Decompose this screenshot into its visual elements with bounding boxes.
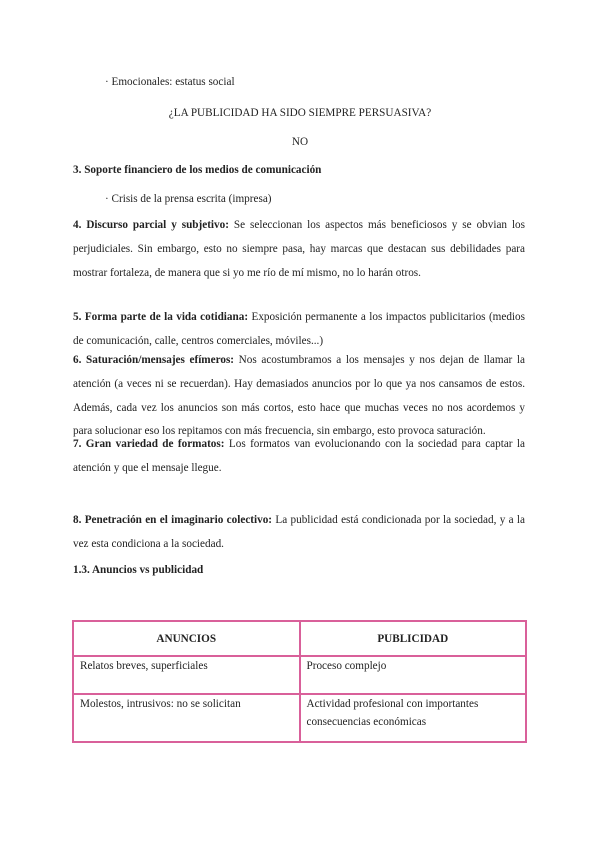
answer-no: NO (291, 136, 309, 148)
paragraph-5-text: Exposición permanente a los impactos publicitarios (medios de comunicación, calle, centros comerciales, móviles...) (73, 311, 525, 347)
paragraph-8 (73, 509, 525, 557)
paragraph-4-text: Se seleccionan los aspectos más beneficiosos y se obvian los perjudiciales. Sin embargo, esto no siempre pasa, hay marcas que destacan sus debilidades para mostrar fortaleza, de manera que si yo me río de mí mismo, no lo harán otros. (73, 219, 526, 279)
paragraph-6-title: 6. Saturación/mensajes efímeros: (73, 354, 235, 366)
paragraph-7 (73, 433, 525, 481)
table-row (73, 694, 526, 742)
paragraph-6-text: Nos acostumbramos a los mensajes y nos dejan de llamar la atención (a veces ni se recuerdan). Hay demasiados anuncios por lo que ya nos cansamos de estos. Además, cada vez los anuncios son más cortos, esto hace que muchas veces no nos acordemos y para solucionar eso los repitamos con más frecuencia, sin embargo, esto provoca saturación. (73, 354, 526, 438)
table-cell: Relatos breves, superficiales (73, 656, 300, 694)
paragraph-6 (73, 349, 525, 444)
crisis-line: · Crisis de la prensa escrita (impresa) (105, 193, 272, 205)
paragraph-4-title: 4. Discurso parcial y subjetivo: (73, 219, 229, 231)
emocionales-line: · Emocionales: estatus social (105, 76, 235, 88)
table-cell: Molestos, intrusivos: no se solicitan (73, 694, 300, 742)
header-anuncios: ANUNCIOS (73, 621, 300, 656)
paragraph-7-title: 7. Gran variedad de formatos: (73, 438, 225, 450)
section-heading: 1.3. Anuncios vs publicidad (73, 564, 204, 576)
table-cell: Actividad profesional con importantes consecuencias económicas (300, 694, 527, 742)
paragraph-5-title: 5. Forma parte de la vida cotidiana: (73, 311, 249, 323)
question-heading: ¿LA PUBLICIDAD HA SIDO SIEMPRE PERSUASIVA? (168, 107, 432, 119)
paragraph-8-text: La publicidad está condicionada por la sociedad, y a la vez esta condiciona a la sociedad. (73, 514, 525, 550)
paragraph-5 (73, 306, 525, 354)
soporte-heading: 3. Soporte financiero de los medios de comunicación (73, 164, 322, 176)
table-cell: Proceso complejo (300, 656, 527, 694)
paragraph-4 (73, 214, 525, 285)
table-row (73, 656, 526, 694)
paragraph-7-text: Los formatos van evolucionando con la sociedad para captar la atención y que el mensaje llegue. (73, 438, 525, 474)
header-publicidad: PUBLICIDAD (300, 621, 527, 656)
comparison-table (72, 620, 527, 743)
paragraph-8-title: 8. Penetración en el imaginario colectivo: (73, 514, 273, 526)
table-header-row (73, 621, 526, 656)
